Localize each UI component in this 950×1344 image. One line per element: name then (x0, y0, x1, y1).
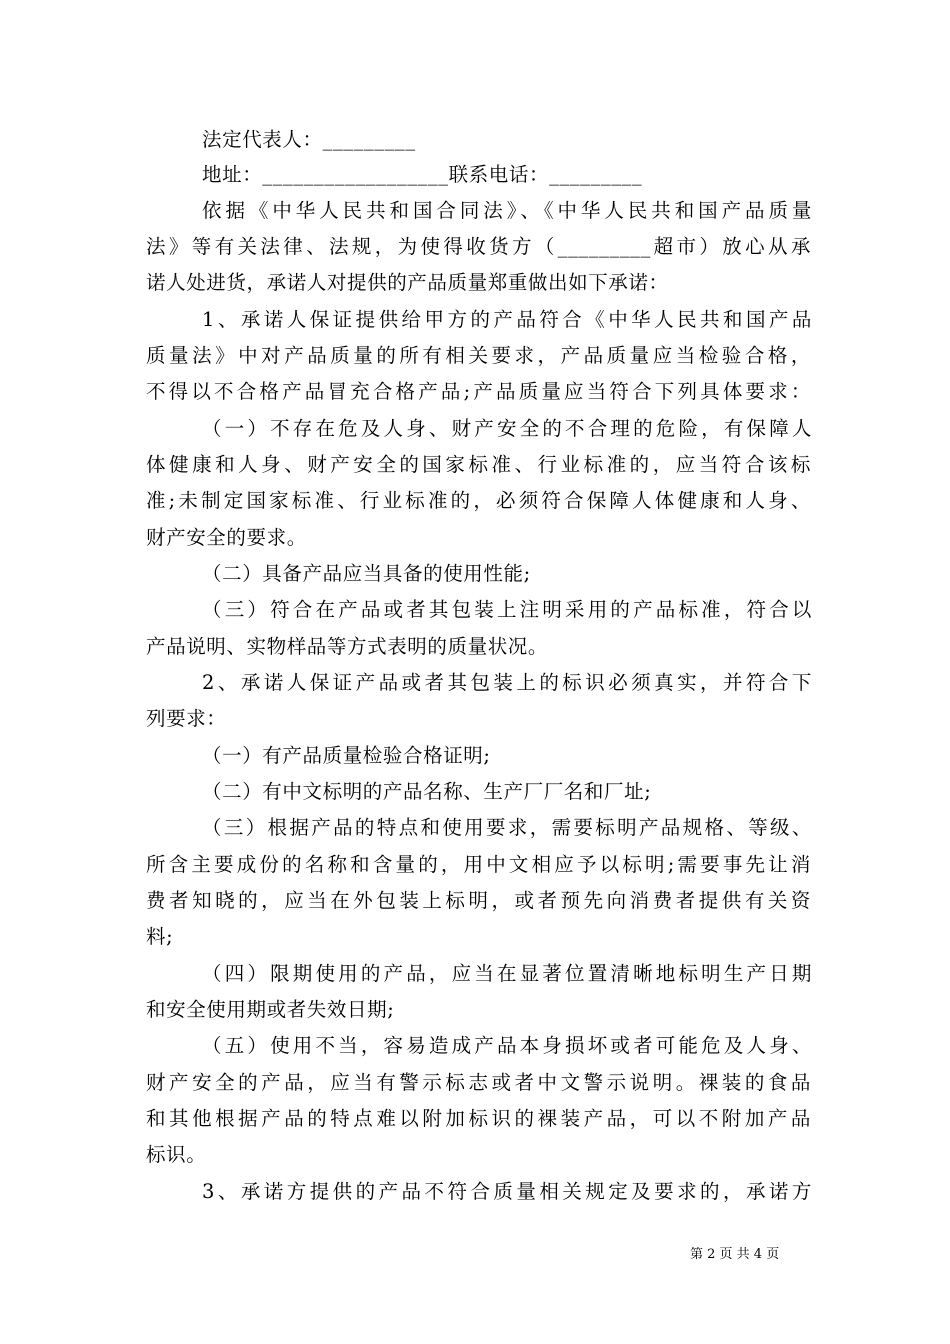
paragraph-line: 不得以不合格产品冒充合格产品;产品质量应当符合下列具体要求： (146, 380, 811, 403)
paragraph-line: 标识。 (146, 1143, 207, 1166)
paragraph-line: 所含主要成份的名称和含量的，用中文相应予以标明;需要事先让消 (146, 853, 811, 876)
paragraph-line: 和安全使用期或者失效日期; (146, 998, 395, 1021)
paragraph-line: （三）符合在产品或者其包装上注明采用的产品标准，符合以 (202, 598, 812, 621)
paragraph-line: （一）有产品质量检验合格证明; (202, 744, 491, 767)
paragraph-line: 诺人处进货，承诺人对提供的产品质量郑重做出如下承诺： (146, 271, 669, 294)
paragraph-line: 料; (146, 925, 174, 948)
address-phone-line: 地址：__________________联系电话：_________ (202, 163, 643, 186)
paragraph-line: （四）限期使用的产品，应当在显著位置清晰地标明生产日期 (202, 962, 812, 985)
paragraph-line: （五）使用不当，容易造成产品本身损坏或者可能危及人身、 (202, 1034, 812, 1057)
paragraph-line: 3、承诺方提供的产品不符合质量相关规定及要求的，承诺方 (202, 1180, 812, 1203)
paragraph-line: （二）有中文标明的产品名称、生产厂厂名和厂址; (202, 780, 652, 803)
page-number: 第 2 页 共 4 页 (690, 1247, 780, 1262)
paragraph-line: 财产安全的要求。 (146, 526, 307, 549)
paragraph-line: （三）根据产品的特点和使用要求，需要标明产品规格、等级、 (202, 816, 812, 839)
paragraph-line: 体健康和人身、财产安全的国家标准、行业标准的，应当符合该标 (146, 453, 811, 476)
paragraph-line: 列要求： (146, 707, 227, 730)
paragraph-line: 准;未制定国家标准、行业标准的，必须符合保障人体健康和人身、 (146, 489, 811, 512)
paragraph-line: 1、承诺人保证提供给甲方的产品符合《中华人民共和国产品 (202, 308, 812, 331)
paragraph-line: （一）不存在危及人身、财产安全的不合理的危险，有保障人 (202, 417, 812, 440)
paragraph-line: 和其他根据产品的特点难以附加标识的裸装产品，可以不附加产品 (146, 1107, 811, 1130)
legal-representative-line: 法定代表人：_________ (202, 128, 416, 151)
paragraph-line: 2、承诺人保证产品或者其包装上的标识必须真实，并符合下 (202, 671, 812, 694)
paragraph-line: 质量法》中对产品质量的所有相关要求，产品质量应当检验合格， (146, 344, 811, 367)
paragraph-line: 法》等有关法律、法规，为使得收货方（_________超市）放心从承 (146, 235, 811, 258)
paragraph-line: 费者知晓的，应当在外包装上标明，或者预先向消费者提供有关资 (146, 889, 811, 912)
paragraph-line: 依据《中华人民共和国合同法》、《中华人民共和国产品质量 (202, 199, 812, 222)
paragraph-line: 产品说明、实物样品等方式表明的质量状况。 (146, 635, 549, 658)
paragraph-line: 财产安全的产品，应当有警示标志或者中文警示说明。裸装的食品 (146, 1071, 811, 1094)
paragraph-line: （二）具备产品应当具备的使用性能; (202, 562, 531, 585)
